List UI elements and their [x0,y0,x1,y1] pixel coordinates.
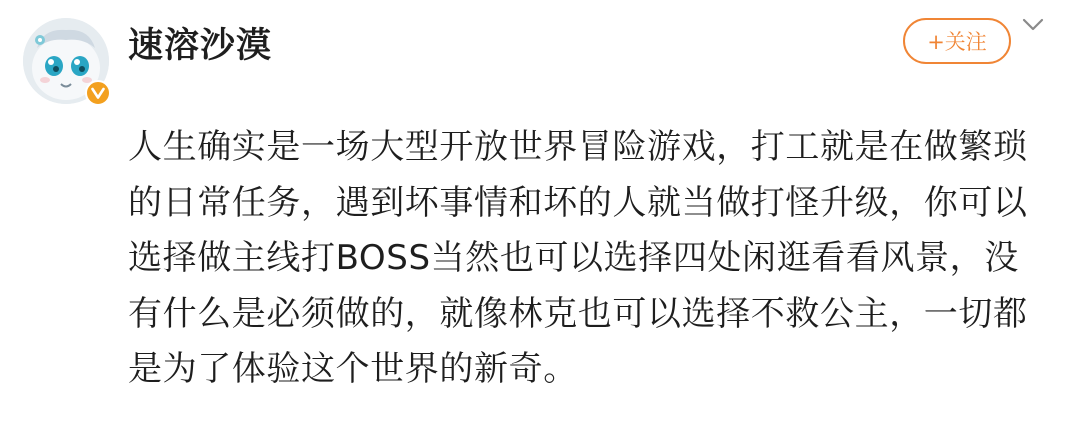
more-options-button[interactable] [1018,14,1048,38]
verified-v-icon [85,80,111,106]
avatar[interactable] [23,18,109,104]
username[interactable]: 速溶沙漠 [128,26,273,66]
chevron-down-icon [1022,17,1044,36]
post-text: 人生确实是一场大型开放世界冒险游戏，打工就是在做繁琐的日常任务，遇到坏事情和坏的人就当做打怪升级，你可以选择做主线打BOSS当然也可以选择四处闲逛看看风景，没有什么是必须做的，就像林克也可以选择不救公主，一切都是为了体验这个世界的新奇。 [128,127,1028,389]
follow-button[interactable]: +关注 [903,18,1011,64]
